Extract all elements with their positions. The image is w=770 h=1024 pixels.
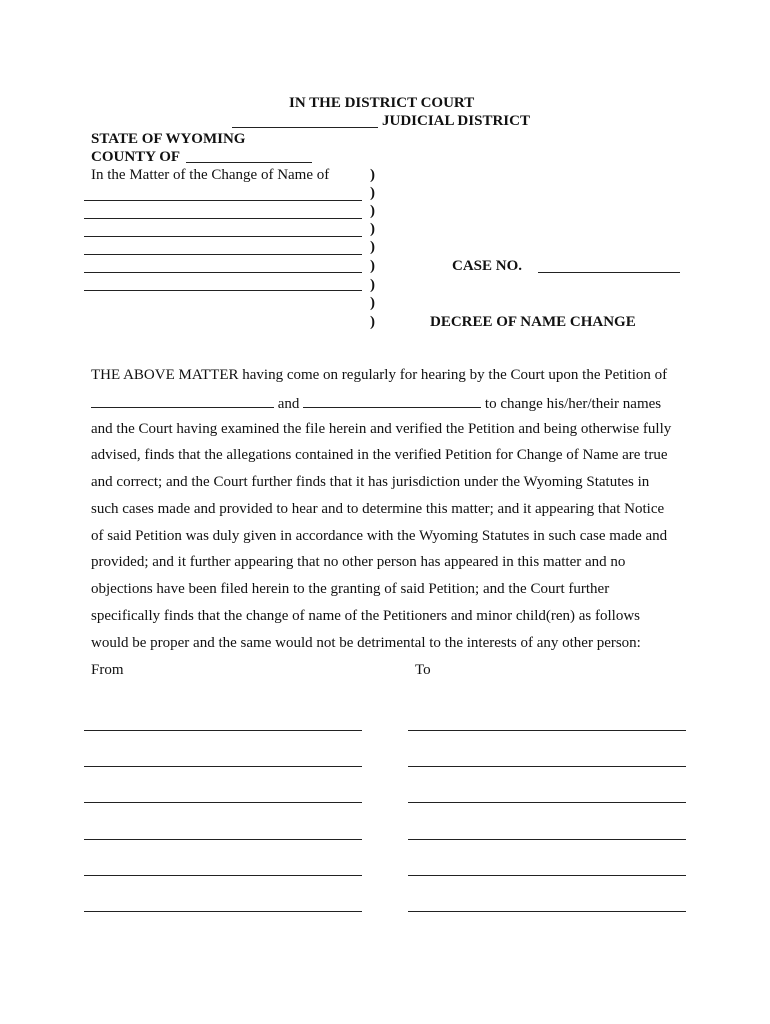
change-names-text: to change his/her/their names [484, 396, 662, 412]
to-name-field[interactable] [408, 730, 686, 731]
caption-paren: ) [370, 314, 375, 330]
from-name-field[interactable] [84, 766, 362, 767]
body-line-5: and correct; and the Court further finds that it has jurisdiction under the Wyoming Statutes in [91, 474, 650, 490]
caption-paren: ) [370, 203, 375, 219]
state-label: STATE OF WYOMING [91, 131, 246, 147]
case-number-field[interactable] [538, 272, 680, 273]
from-name-field[interactable] [84, 730, 362, 731]
petitioner-2-field[interactable] [303, 393, 481, 408]
body-line-1: THE ABOVE MATTER having come on regularly for hearing by the Court upon the Petition of [91, 367, 668, 383]
from-name-field[interactable] [84, 802, 362, 803]
court-title: IN THE DISTRICT COURT [289, 95, 475, 111]
caption-name-line-2[interactable] [84, 218, 362, 219]
body-line-3: and the Court having examined the file herein and verified the Petition and being otherwise fully [91, 421, 672, 437]
petitioner-1-field[interactable] [91, 393, 274, 408]
body-line-10: specifically finds that the change of name of the Petitioners and minor child(ren) as follows [91, 608, 641, 624]
caption-paren: ) [370, 221, 375, 237]
from-name-field[interactable] [84, 875, 362, 876]
body-line-9: objections have been filed herein to the granting of said Petition; and the Court further [91, 581, 610, 597]
caption-name-line-4[interactable] [84, 254, 362, 255]
body-line-2 [91, 393, 661, 413]
to-name-field[interactable] [408, 766, 686, 767]
caption-paren: ) [370, 167, 375, 183]
caption-paren: ) [370, 277, 375, 293]
body-line-6: such cases made and provided to hear and to determine this matter; and it appearing that Notice [91, 501, 665, 517]
body-line-8: provided; and it further appearing that no other person has appeared in this matter and no [91, 554, 626, 570]
case-number-label: CASE NO. [452, 258, 523, 274]
body-line-11: would be proper and the same would not be detrimental to the interests of any other person: [91, 635, 641, 651]
body-line-4: advised, finds that the allegations contained in the verified Petition for Change of Name are true [91, 447, 668, 463]
matter-label: In the Matter of the Change of Name of [91, 167, 330, 183]
to-name-field[interactable] [408, 875, 686, 876]
decree-title: DECREE OF NAME CHANGE [430, 314, 636, 330]
caption-paren: ) [370, 185, 375, 201]
caption-paren: ) [370, 295, 375, 311]
judicial-district-blank[interactable] [232, 127, 378, 128]
county-label: COUNTY OF [91, 149, 181, 165]
from-name-field[interactable] [84, 911, 362, 912]
caption-name-line-5[interactable] [84, 272, 362, 273]
from-label: From [91, 662, 124, 678]
caption-name-line-6[interactable] [84, 290, 362, 291]
caption-paren: ) [370, 239, 375, 255]
to-name-field[interactable] [408, 802, 686, 803]
judicial-district-label: JUDICIAL DISTRICT [382, 113, 530, 129]
caption-paren: ) [370, 258, 375, 274]
caption-name-line-3[interactable] [84, 236, 362, 237]
from-name-field[interactable] [84, 839, 362, 840]
to-name-field[interactable] [408, 911, 686, 912]
to-label: To [415, 662, 431, 678]
body-line-7: of said Petition was duly given in accordance with the Wyoming Statutes in such case made and [91, 528, 668, 544]
and-word: and [277, 396, 300, 412]
caption-name-line-1[interactable] [84, 200, 362, 201]
to-name-field[interactable] [408, 839, 686, 840]
county-blank[interactable] [186, 162, 312, 163]
